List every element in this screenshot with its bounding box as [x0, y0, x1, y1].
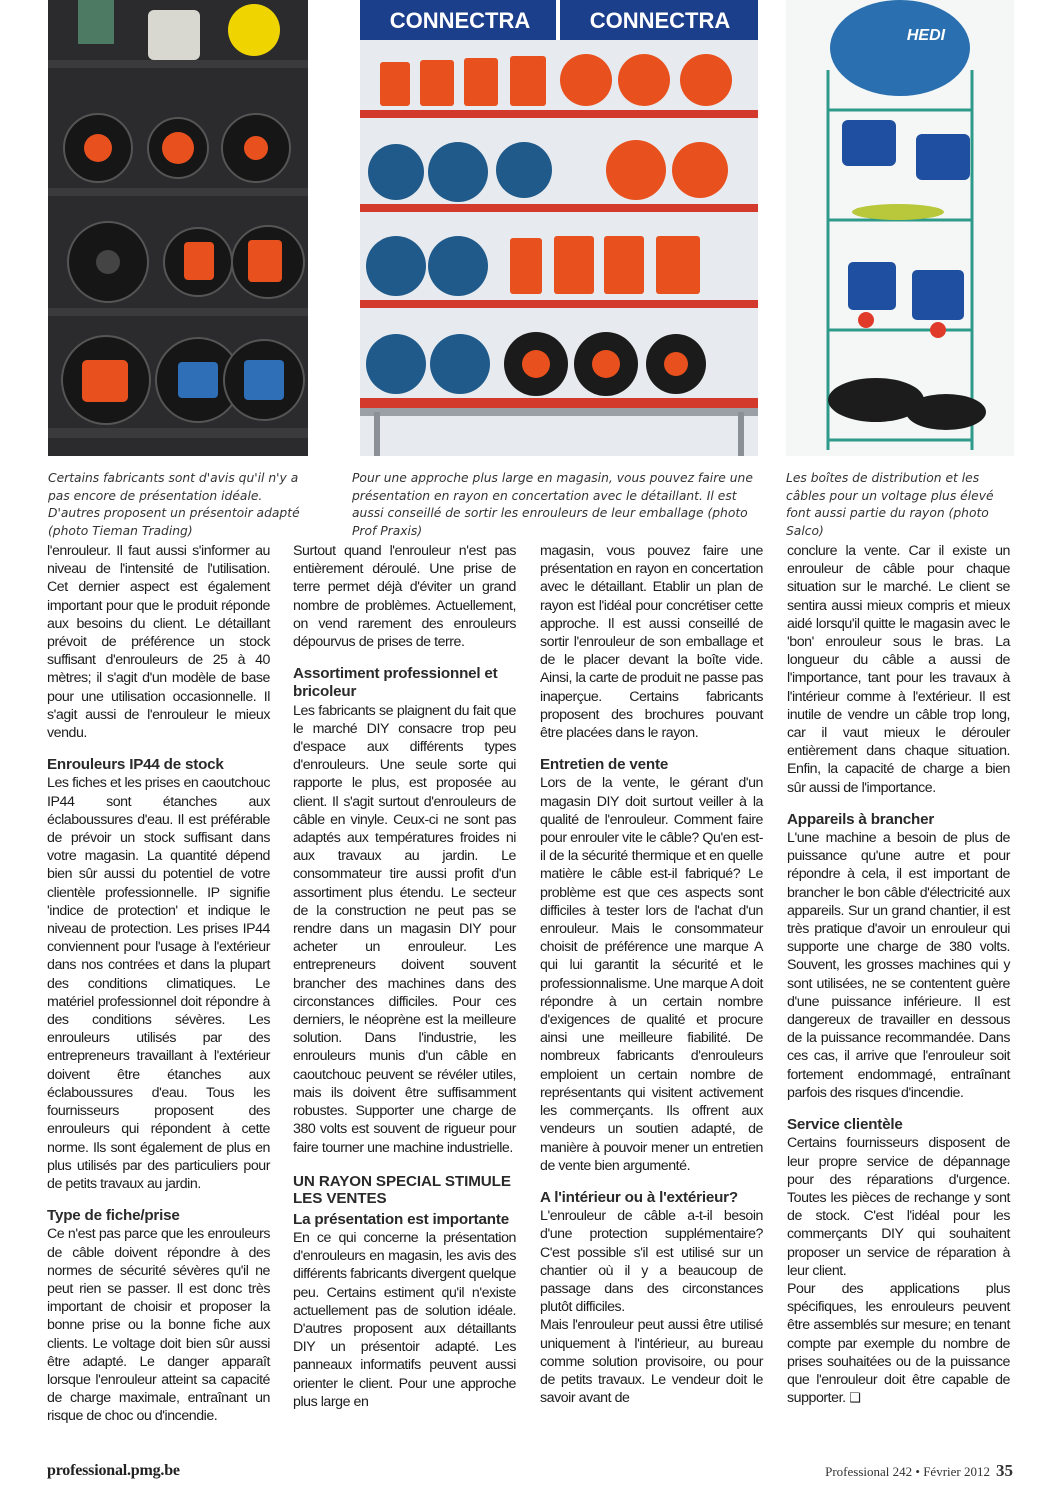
end-mark-icon: ❑: [849, 1391, 861, 1407]
issue-label: Professional 242 • Février 2012: [825, 1464, 990, 1479]
photo-caption-2: Pour une approche plus large en magasin, vous pouvez faire une présentation en rayon en concertation avec le détaillant. Il est aussi conseillé de sortir les enrouleurs de leur emballage (photo Prof Praxis): [352, 471, 753, 538]
paragraph: magasin, vous pouvez faire une présentation en rayon en concertation avec le détaillant. Etablir un plan de rayon est l'idéal pour concrétiser cette approche. Il est aussi conseillé de sortir l'enrouleur de son emballage et de le placer devant la boîte vide. Ainsi, la carte de produit ne passe pas inaperçue. Certains fabricants proposent des brochures pouvant être placées dans le rayon.: [540, 543, 763, 742]
footer-issue-info: [825, 1461, 1013, 1481]
section-heading-plug-type: Type de fiche/prise: [47, 1207, 180, 1225]
shelf-illustration: [360, 0, 758, 456]
paragraph: Certains fournisseurs disposent de leur propre service de dépannage pour des réparations d'urgence. Toutes les pièces de rechange y sont de stock. C'est l'idéal pour les commerçants DIY qui souhaitent proposer un service de réparation à leur client.: [787, 1135, 1010, 1279]
rack-illustration: [786, 0, 1014, 456]
section-heading-sales-talk: Entretien de vente: [540, 756, 669, 774]
photo-caption-3: Les boîtes de distribution et les câbles pour un voltage plus élevé font aussi partie du rayon (photo Salco): [786, 471, 994, 538]
brand-logo-left: CONNECTRA: [389, 8, 531, 33]
paragraph: L'une machine a besoin de plus de puissance qu'une autre et pour répondre à cela, il est important de brancher le bon câble d'électricité aux appareils. Sur un grand chantier, il est très pratique d'avoir un enrouleur qui supporte une charge de 380 volts. Souvent, les grosses machines qui y sont utilisées, ne se contentent guère d'une puissance inférieure. Il est dangereux de travailler en dessous de la puissance recommandée. Dans ces cas, il arrive que l'enrouleur soit fortement endommagé, entraînant parfois des risques d'incendie.: [787, 830, 1010, 1101]
brand-logo-right: CONNECTRA: [589, 8, 731, 33]
brand-logo-hedi: HEDI: [906, 27, 946, 44]
photo-caption-1: Certains fabricants sont d'avis qu'il n'y a pas encore de présentation idéale. D'autres proposent un présentoir adapté (photo Tieman Trading): [48, 471, 300, 538]
display-illustration: [48, 0, 308, 456]
article-column-1: [47, 542, 270, 1426]
paragraph: conclure la vente. Car il existe un enrouleur de câble pour chaque situation sur le marché. Le client se sentira aussi mieux compris et mieux aidé lorsqu'il quitte le magasin avec le 'bon' enrouleur sous le bras. La longueur du câble a aussi de l'importance, tant pour les travaux à l'intérieur comme à l'extérieur. Il est inutile de vendre un câble trop long, car il vaut mieux le dérouler entièrement dans chaque situation. Enfin, la capacité de charge a bien sûr aussi de l'importance.: [787, 543, 1010, 796]
article-column-3: [540, 542, 763, 1407]
section-heading-special-shelf: UN RAYON SPECIAL STIMULE LES VENTES: [293, 1172, 511, 1207]
page-number: 35: [996, 1461, 1013, 1480]
footer-website-link[interactable]: professional.pmg.be: [47, 1462, 180, 1479]
paragraph-final: [787, 1280, 1010, 1408]
paragraph: Mais l'enrouleur peut aussi être utilisé uniquement à l'intérieur, au bureau comme solution provisoire, ou pour de petits travaux. Le vendeur doit le savoir avant de: [540, 1317, 763, 1407]
paragraph: Lors de la vente, le gérant d'un magasin DIY doit surtout veiller à la qualité de l'enrouleur. Comment faire pour enrouler vite le câble? Qu'en est-il de la sécurité thermique et en quelle matière le câble est-il fabriqué? Le problème est que ces aspects sont difficiles à tester lors de l'achat d'un enrouleur. Mais le consommateur choisit de préférence une marque A qui lui garantit la sécurité et le professionnalisme. Une marque A doit répondre à un certain nombre d'exigences de qualité et procure ainsi une meilleure fiabilité. De nombreux fabricants d'enrouleurs emploient un certain nombre de représentants qui visitent activement les commerçants. Ils offrent aux vendeurs un soutien adapté, de manière à pouvoir mener un entretien de vente bien argumenté.: [540, 775, 763, 1174]
photo-connectra-shelf: [360, 0, 758, 456]
section-heading-presentation: La présentation est importante: [293, 1210, 509, 1228]
paragraph: En ce qui concerne la présentation d'enrouleurs en magasin, les avis des différents fabricants divergent quelque peu. Certains estiment qu'il n'existe actuellement pas de solution idéale. D'autres proposent aux détaillants DIY un présentoir adapté. Les panneaux informatifs peuvent aussi orienter le client. Pour une approche plus large en: [293, 1229, 516, 1410]
paragraph: Les fabricants se plaignent du fait que le marché DIY consacre trop peu d'espace aux différents types d'enrouleurs. Une seule sorte qui rapporte le plus, est proposée au client. Il s'agit surtout d'enrouleurs de câble en vinyle. Ceux-ci ne sont pas adaptés aux températures froides ni aux travaux au jardin. Le consommateur tire aussi profit d'un assortiment plus étendu. Le secteur de la construction ne peut pas se rendre dans un magasin DIY pour acheter un enrouleur. Les entrepreneurs doivent souvent brancher des machines dans des circonstances difficiles. Pour ces derniers, le néoprène est la meilleure solution. Dans l'industrie, les enrouleurs munis d'un câble en caoutchouc peuvent se révéler utiles, mais ils doivent être suffisamment robustes. Supporter une charge de 380 volts est souvent de rigueur pour faire tourner une machine industrielle.: [293, 702, 516, 1156]
photo-tieman-display: [48, 0, 308, 456]
photo-hedi-rack: [786, 0, 1014, 456]
section-heading-appliances: Appareils à brancher: [787, 810, 935, 828]
section-heading-ip44: Enrouleurs IP44 de stock: [47, 756, 224, 774]
article-column-4: [787, 542, 1010, 1408]
paragraph: l'enrouleur. Il faut aussi s'informer au niveau de l'intensité de l'utilisation. Cet dernier aspect est également important pour que le produit réponde aux besoins du client. Le détaillant prévoit de préférence un stock suffisant d'enrouleurs de 25 à 40 mètres; il s'agit d'un modèle de base pour une utilisation occasionnelle. Il s'agit aussi de l'enrouleur le mieux vendu.: [47, 543, 270, 742]
article-column-2: [293, 542, 516, 1411]
paragraph: Ce n'est pas parce que les enrouleurs de câble doivent répondre à des normes de sécurité sévères qu'il ne peut rien se passer. Il est donc très important de choisir et proposer la bonne prise ou la bonne fiche aux clients. Le voltage doit bien sûr aussi être adapté. Le danger apparaît lorsque l'enrouleur atteint sa capacité de charge maximale, entraînant un risque de choc ou d'incendie.: [47, 1226, 270, 1425]
section-heading-indoor-outdoor: A l'intérieur ou à l'extérieur?: [540, 1188, 738, 1206]
paragraph: L'enrouleur de câble a-t-il besoin d'une protection supplémentaire? C'est possible s'il est utilisé sur un chantier où il y a beaucoup de passage dans des circonstances plutôt difficiles.: [540, 1208, 763, 1316]
paragraph: Surtout quand l'enrouleur n'est pas entièrement déroulé. Une prise de terre permet déjà d'éviter un grand nombre de problèmes. Actuellement, on vend rarement des enrouleurs dépourvus de prises de terre.: [293, 543, 516, 651]
section-heading-assortment: Assortiment professionnel et bricoleur: [293, 665, 498, 701]
section-heading-customer-service: Service clientèle: [787, 1116, 903, 1134]
paragraph-text: Pour des applications plus spécifiques, les enrouleurs peuvent être assemblés sur mesure; en tenant compte par exemple du nombre de prises souhaitées ou de la puissance que l'enrouleur doit être capable de supporter.: [787, 1280, 1010, 1407]
paragraph: Les fiches et les prises en caoutchouc IP44 sont étanches aux éclaboussures d'eau. Il est préférable de prévoir un stock suffisant dans votre magasin. La quantité dépend bien sûr aussi du potentiel de votre clientèle professionnelle. IP signifie 'indice de protection' et indique le niveau de protection. Les prises IP44 conviennent pour l'usage à l'extérieur dans nos contrées et dans la plupart des conditions climatiques. Le matériel professionnel doit répondre à des conditions sévères. Les enrouleurs utilisés par des entrepreneurs travaillant à l'extérieur doivent être étanches aux éclaboussures d'eau. Tous les fournisseurs proposent des enrouleurs qui répondent à cette norme. Ils sont également de plus en plus utilisés par des particuliers pour de petits travaux au jardin.: [47, 775, 270, 1192]
